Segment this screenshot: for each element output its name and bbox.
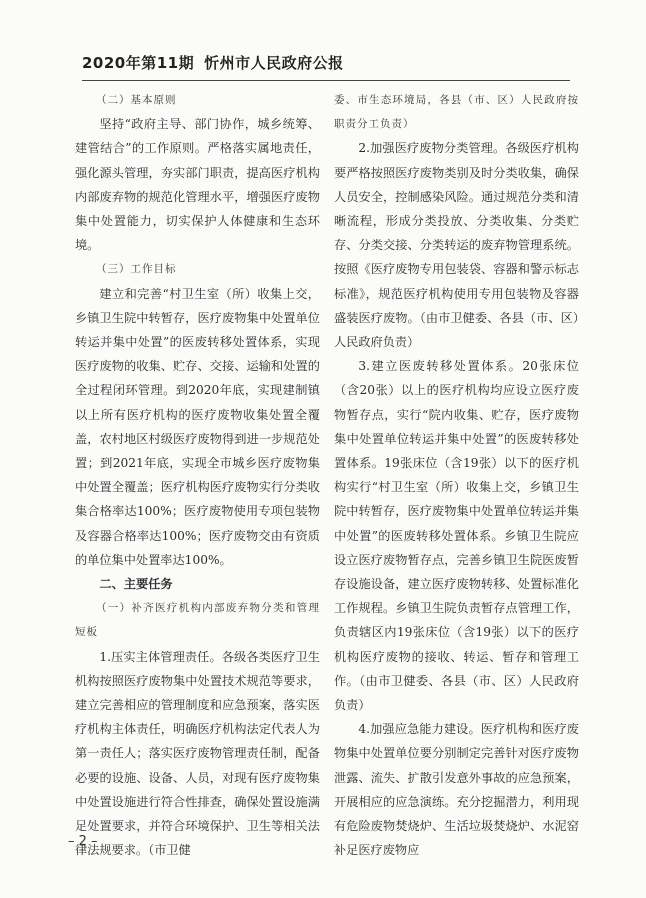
left-column — [75, 88, 320, 863]
paragraph: 建立和完善“村卫生室（所）收集上交，乡镇卫生院中转暂存，医疗废物集中处置单位转运并集中处置”的医废转移处置体系，实现医疗废物的收集、贮存、交接、运输和处置的全过程闭环管理。到2020年底，实现建制镇以上所有医疗机构的医疗废物收集处置全覆盖，农村地区村级医疗废物得到进一步规范处置；到2021年底，实现全市城乡医疗废物集中处置全覆盖；医疗机构医疗废物实行分类收集合格率达100%；医疗废物使用专项包装物及容器合格率达100%；医疗废物交由有资质的单位集中处置率达100%。 — [75, 286, 320, 567]
paragraph: 2.加强医疗废物分类管理。各级医疗机构要严格按照医疗废物类别及时分类收集，确保人员安全，控制感染风险。通过规范分类和清晰流程，形成分类投放、分类收集、分类贮存、分类交接、分类转运的废弃物管理系统。按照《医疗废物专用包装袋、容器和警示标志标准》，规范医疗机构使用专用包装物及容器盛装医疗废物。（由市卫健委、各县（市、区）人民政府负责） — [334, 141, 579, 350]
header-rule — [82, 80, 570, 81]
section-subtitle: （三）工作目标 — [96, 263, 177, 276]
responsibility-note: 委、市生态环境局，各县（市、区）人民政府按职责分工负责） — [334, 94, 579, 131]
publication-title: 忻州市人民政府公报 — [204, 54, 344, 72]
paragraph: 坚持“政府主导、部门协作，城乡统筹、建管结合”的工作原则。严格落实属地责任，强化源头管理，夯实部门职责，提高医疗机构内部废弃物的规范化管理水平，增强医疗废物集中处置能力，切实保护人体健康和生态环境。 — [75, 117, 320, 253]
section-subtitle: （一）补齐医疗机构内部废弃物分类和管理短板 — [75, 602, 320, 639]
right-column — [334, 88, 579, 863]
issue-label: 2020年第11期 — [82, 54, 195, 72]
paragraph: 4.加强应急能力建设。医疗机构和医疗废物集中处置单位要分别制定完善针对医疗废物泄露、流失、扩散引发意外事故的应急预案，开展相应的应急演练。充分挖掘潜力，利用现有危险废物焚烧炉、生活垃圾焚烧炉、水泥窑补足医疗废物应 — [334, 722, 579, 858]
section-heading: 二、主要任务 — [99, 577, 173, 592]
paragraph: 3.建立医废转移处置体系。20张床位（含20张）以上的医疗机构均应设立医疗废物暂存点，实行“院内收集、贮存，医疗废物集中处置单位转运并集中处置”的医废转移处置体系。19张床位（含19张）以下的医疗机构实行“村卫生室（所）收集上交，乡镇卫生院中转暂存，医疗废物集中处置单位转运并集中处置”的医废转移处置体系。乡镇卫生院应设立医疗废物暂存点，完善乡镇卫生院医废暂存设施设备，建立医疗废物转移、处置标准化工作规程。乡镇卫生院负责暂存点管理工作，负责辖区内19张床位（含19张）以下的医疗机构医疗废物的接收、转运、暂存和管理工作。（由市卫健委、各县（市、区）人民政府负责） — [334, 359, 579, 713]
page-number: – 2 – — [68, 834, 98, 849]
page-header — [82, 52, 572, 73]
section-subtitle: （二）基本原则 — [96, 94, 177, 106]
paragraph: 1.压实主体管理责任。各级各类医疗卫生机构按照医疗废物集中处置技术规范等要求，建立完善相应的管理制度和应急预案，落实医疗机构主体责任，明确医疗机构法定代表人为第一责任人；落实医疗废物管理责任制，配备必要的设施、设备、人员，对现有医疗废物集中处置设施进行符合性排查，确保处置设施满足处置要求，并符合环境保护、卫生等相关法律法规要求。（市卫健 — [75, 649, 320, 858]
